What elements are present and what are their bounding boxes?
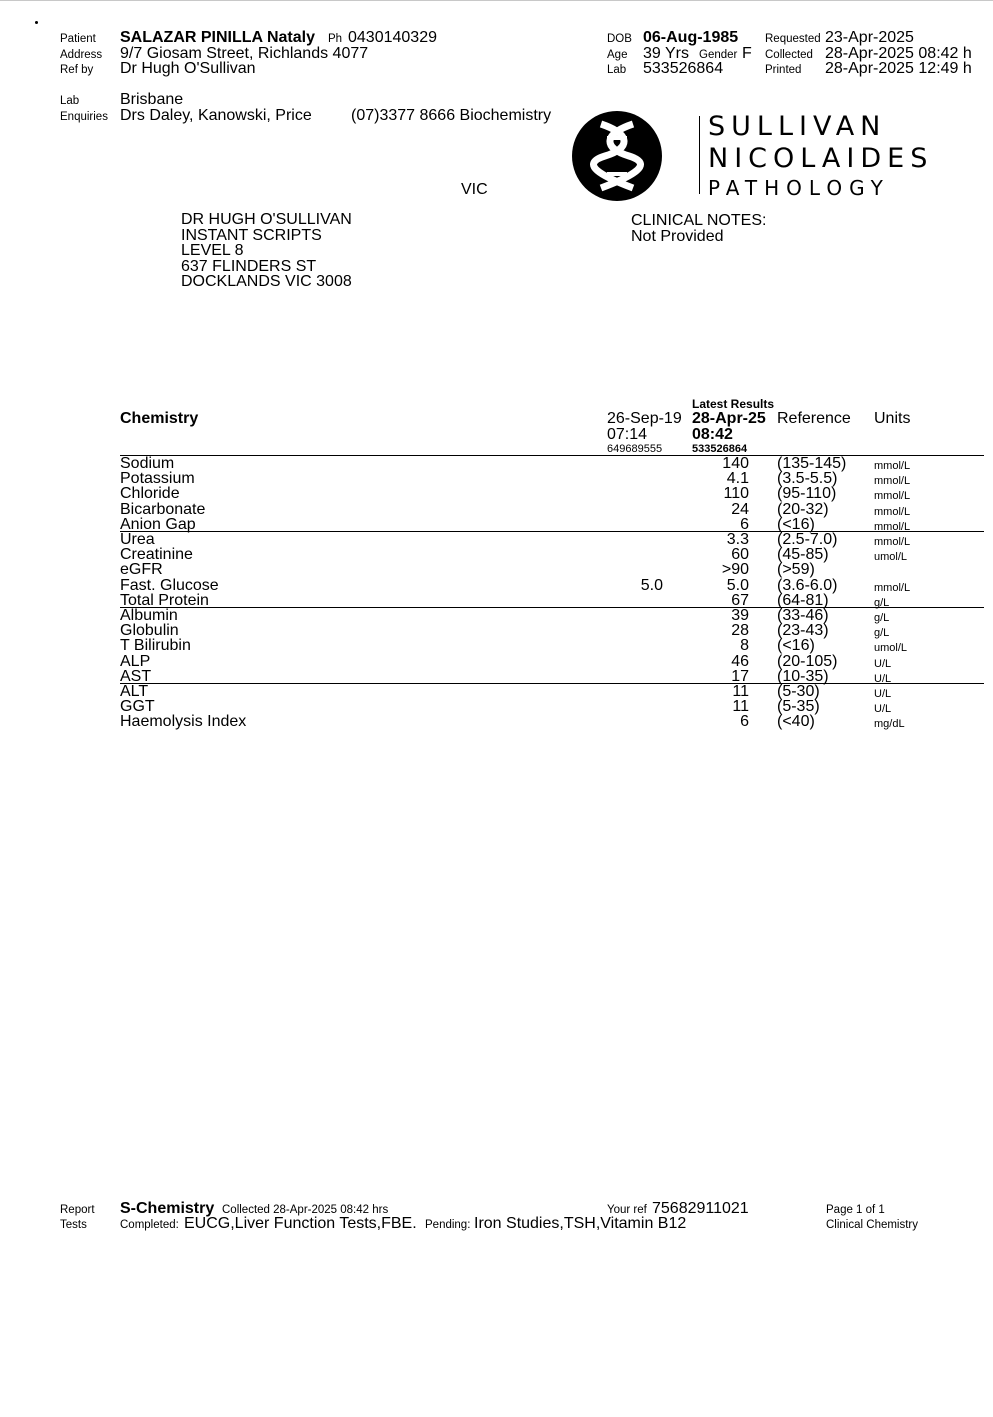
test-name: Sodium (120, 455, 175, 472)
table-row (0, 714, 993, 729)
previous-result: 5.0 (640, 576, 663, 594)
table-row (0, 654, 993, 669)
logo-text-nicolaides: NICOLAIDES (708, 143, 934, 174)
latest-result: >90 (721, 561, 749, 579)
result-unit: mmol/L (874, 536, 911, 548)
printed-date: 28-Apr-2025 12:49 h (825, 60, 972, 77)
gender-label: Gender (699, 49, 738, 61)
table-row (0, 486, 993, 501)
completed-label: Completed: (120, 1219, 179, 1231)
latest-result: 11 (732, 683, 749, 700)
dna-logo-icon (571, 110, 664, 202)
reference-range: (20-105) (777, 652, 838, 670)
reference-range: (5-30) (777, 683, 820, 700)
latest-lab-number: 533526864 (692, 443, 748, 455)
reference-range: (95-110) (777, 485, 837, 503)
reference-range: (<16) (777, 637, 815, 655)
table-row (0, 517, 993, 532)
pending-tests: Iron Studies,TSH,Vitamin B12 (474, 1215, 687, 1232)
reference-range: (>59) (777, 561, 815, 579)
table-row (0, 471, 993, 486)
reference-range: (20-32) (777, 500, 829, 518)
referring-doctor: Dr Hugh O'Sullivan (120, 60, 256, 77)
result-unit: mmol/L (874, 490, 911, 503)
recipient-address (181, 212, 352, 290)
latest-result: 67 (731, 591, 749, 609)
test-name: Total Protein (120, 591, 209, 609)
table-row (0, 593, 993, 608)
logo-divider (699, 116, 700, 194)
table-row (0, 532, 993, 547)
test-name: Albumin (120, 607, 178, 624)
table-row (0, 562, 993, 577)
reference-range: (3.5-5.5) (777, 470, 838, 488)
result-unit: mmol/L (874, 475, 911, 488)
result-unit: mmol/L (874, 520, 911, 533)
test-name: ALP (120, 652, 151, 670)
report-label: Report (60, 1204, 95, 1216)
reference-range: (45-85) (777, 546, 829, 564)
test-name: AST (120, 667, 152, 685)
latest-result: 4.1 (726, 470, 749, 488)
table-row (0, 684, 993, 699)
report-name: S-Chemistry (120, 1200, 215, 1217)
your-ref: 75682911021 (652, 1200, 749, 1217)
table-row (0, 623, 993, 638)
reference-range: (135-145) (777, 455, 847, 472)
patient-dob: 06-Aug-1985 (643, 29, 739, 46)
collected-label: Collected (765, 49, 813, 61)
reference-range: (33-46) (777, 607, 829, 624)
lab-label: Lab (60, 95, 80, 107)
latest-result: 60 (731, 546, 749, 564)
units-header: Units (874, 410, 911, 427)
result-unit: g/L (874, 596, 890, 609)
patient-age: 39 Yrs (643, 45, 689, 62)
patient-name: SALAZAR PINILLA Nataly (120, 29, 315, 46)
requested-label: Requested (765, 33, 821, 45)
reference-header: Reference (777, 410, 851, 427)
reference-range: (5-35) (777, 698, 820, 716)
test-name: T Bilirubin (120, 637, 191, 655)
result-unit: U/L (874, 688, 892, 700)
result-unit: mg/dL (874, 718, 905, 731)
recipient-line: 637 FLINDERS ST (181, 257, 317, 275)
recipient-line: INSTANT SCRIPTS (181, 226, 322, 244)
test-name: Potassium (120, 470, 195, 488)
logo-text-pathology: PATHOLOGY (708, 176, 890, 200)
test-name: Urea (120, 531, 155, 548)
report-collected: Collected 28-Apr-2025 08:42 hrs (222, 1204, 389, 1216)
patient-phone: 0430140329 (348, 29, 437, 46)
patient-label: Patient (60, 33, 96, 45)
clinical-notes-value: Not Provided (631, 228, 724, 245)
age-label: Age (607, 49, 628, 61)
latest-result: 39 (731, 607, 749, 624)
prev-date: 26-Sep-19 (607, 410, 682, 427)
lab-number: 533526864 (643, 60, 724, 77)
table-row (0, 578, 993, 593)
prev-lab-number: 649689555 (607, 443, 663, 455)
enquiries-label: Enquiries (60, 111, 108, 123)
table-row (0, 456, 993, 471)
latest-time: 08:42 (692, 426, 733, 443)
table-row (0, 638, 993, 653)
test-name: ALT (120, 683, 149, 700)
latest-result: 6 (740, 713, 749, 731)
state-label: VIC (461, 181, 488, 198)
phone-label: Ph (328, 33, 343, 45)
result-unit: g/L (874, 612, 890, 624)
latest-result: 17 (731, 667, 749, 685)
collected-date: 28-Apr-2025 08:42 h (825, 45, 972, 62)
result-unit: mmol/L (874, 460, 911, 472)
reference-range: (64-81) (777, 591, 829, 609)
prev-time: 07:14 (607, 426, 648, 443)
table-row (0, 547, 993, 562)
refby-label: Ref by (60, 64, 94, 76)
test-name: Bicarbonate (120, 500, 206, 518)
test-name: Creatinine (120, 546, 193, 564)
latest-result: 24 (731, 500, 749, 518)
address-label: Address (60, 49, 103, 61)
recipient-line: DR HUGH O'SULLIVAN (181, 211, 352, 228)
latest-result: 11 (732, 698, 749, 716)
result-unit: U/L (874, 657, 892, 670)
completed-tests: EUCG,Liver Function Tests,FBE. (184, 1215, 417, 1232)
latest-date: 28-Apr-25 (692, 410, 766, 427)
result-unit: U/L (874, 703, 892, 716)
patient-address: 9/7 Giosam Street, Richlands 4077 (120, 45, 369, 62)
page-mark (35, 21, 38, 24)
reference-range: (2.5-7.0) (777, 531, 838, 548)
department: Clinical Chemistry (826, 1219, 919, 1231)
tests-label: Tests (60, 1219, 87, 1231)
latest-result: 5.0 (726, 576, 749, 594)
page-number: Page 1 of 1 (826, 1204, 885, 1216)
test-name: GGT (120, 698, 155, 716)
reference-range: (23-43) (777, 622, 829, 640)
dob-label: DOB (607, 33, 632, 45)
latest-result: 28 (731, 622, 749, 640)
table-row (0, 608, 993, 623)
clinical-notes-label: CLINICAL NOTES: (631, 212, 767, 229)
lab-name: Brisbane (120, 91, 184, 108)
page-top-border (0, 0, 993, 1)
latest-result: 3.3 (726, 531, 749, 548)
lab-phone-dept: (07)3377 8666 Biochemistry (351, 107, 552, 124)
latest-result: 140 (722, 455, 749, 472)
latest-result: 110 (723, 485, 749, 503)
test-name: Chloride (120, 485, 180, 503)
result-unit: umol/L (874, 551, 908, 564)
section-title: Chemistry (120, 410, 199, 427)
patient-gender: F (742, 45, 752, 62)
requested-date: 23-Apr-2025 (825, 29, 914, 46)
latest-result: 8 (740, 637, 749, 655)
result-unit: mmol/L (874, 581, 911, 594)
printed-label: Printed (765, 64, 802, 76)
test-name: Fast. Glucose (120, 576, 219, 594)
result-unit: mmol/L (874, 505, 911, 518)
reference-range: (10-35) (777, 667, 829, 685)
latest-result: 6 (740, 515, 749, 533)
recipient-line: LEVEL 8 (181, 242, 244, 259)
test-name: Haemolysis Index (120, 713, 247, 731)
your-ref-label: Your ref (607, 1204, 647, 1216)
reference-range: (3.6-6.0) (777, 576, 838, 594)
test-name: eGFR (120, 561, 163, 579)
logo-text-sullivan: SULLIVAN (708, 111, 887, 142)
recipient-line: DOCKLANDS VIC 3008 (181, 273, 352, 290)
reference-range: (<16) (777, 515, 815, 533)
table-row (0, 502, 993, 517)
result-unit: g/L (874, 627, 890, 640)
reference-range: (<40) (777, 713, 815, 731)
lab-doctors: Drs Daley, Kanowski, Price (120, 107, 312, 124)
latest-results-label: Latest Results (692, 397, 775, 411)
latest-result: 46 (731, 652, 749, 670)
result-unit: U/L (874, 672, 892, 685)
result-unit: umol/L (874, 642, 908, 655)
lab-no-label: Lab (607, 64, 627, 76)
test-name: Globulin (120, 622, 179, 640)
table-row (0, 699, 993, 714)
test-name: Anion Gap (120, 515, 196, 533)
table-row (0, 669, 993, 684)
pending-label: Pending: (425, 1219, 471, 1231)
